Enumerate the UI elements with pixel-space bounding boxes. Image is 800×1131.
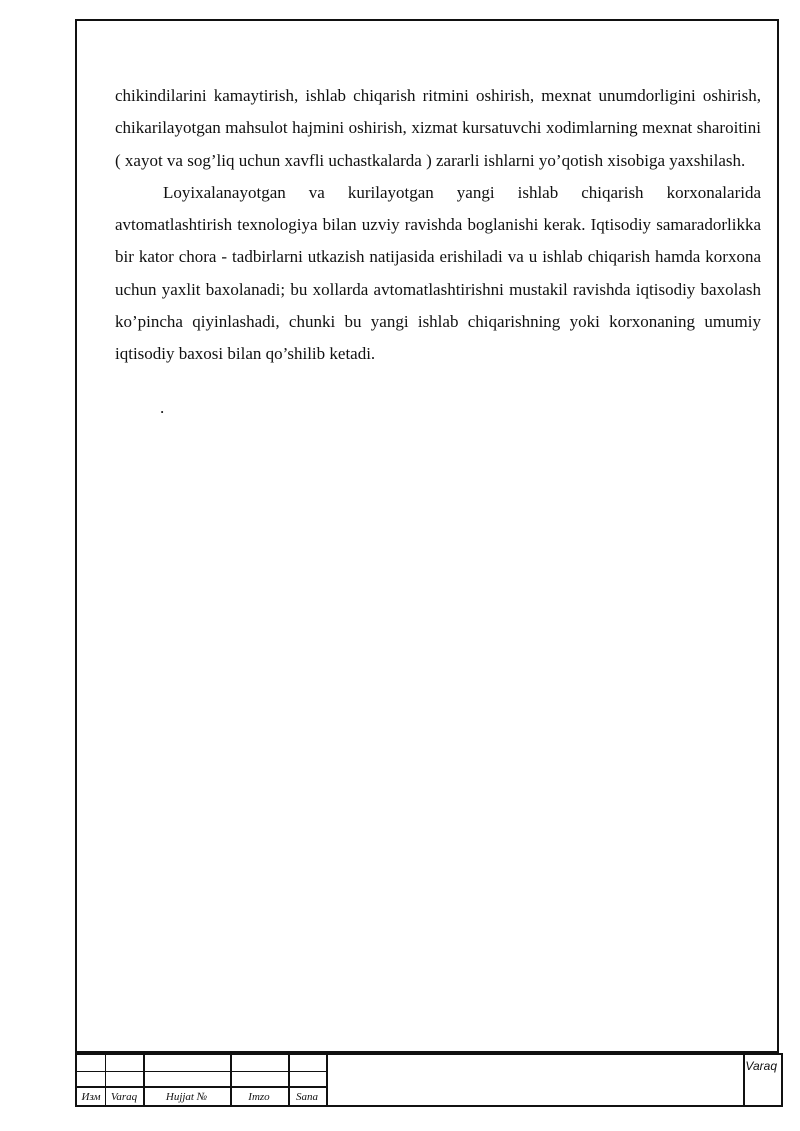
label-imzo: Imzo xyxy=(248,1091,270,1103)
label-izm: Изм xyxy=(81,1091,101,1103)
label-hujjat: Hujjat № xyxy=(165,1091,208,1103)
paragraph-2: Loyixalanayotgan va kurilayotgan yangi ishlab chiqarish korxonalarida avtomatlashtirish texnologiya bilan uzviy ravishda boglanishi kerak. Iqtisodiy samaradorlikka bir kator chora - tadbirlarni utkazish natijasida erishiladi va u ishlab chiqarish hamda korxona uchun yaxlit baxolanadi; bu xollarda avtomatlashtirishni mustakil ravishda iqtisodiy baxolash ko’pincha qiyinlashadi, chunki bu yangi ishlab chiqarishning yoki korxonaning umumiy iqtisodiy baxosi bilan qo’shilib ketadi. xyxy=(115,182,761,364)
document-body xyxy=(115,80,761,371)
title-block xyxy=(75,1053,783,1107)
paragraph-1: chikindilarini kamaytirish, ishlab chiqarish ritmini oshirish, mexnat unumdorligini oshirish, chikarilayotgan mahsulot hajmini oshirish, xizmat kursatuvchi xodimlarning mexnat sharoitini ( xayot va sog’liq uchun xavfli uchastkalarda ) zararli ishlarni yo’qotish xisobiga yaxshilash. xyxy=(115,86,761,170)
title-block-col-line-5 xyxy=(326,1055,328,1105)
trailing-mark: . xyxy=(160,398,165,417)
label-sana: Sana xyxy=(296,1091,318,1103)
label-varaq: Varaq xyxy=(110,1091,138,1103)
sheet-label: Varaq xyxy=(745,1059,777,1073)
